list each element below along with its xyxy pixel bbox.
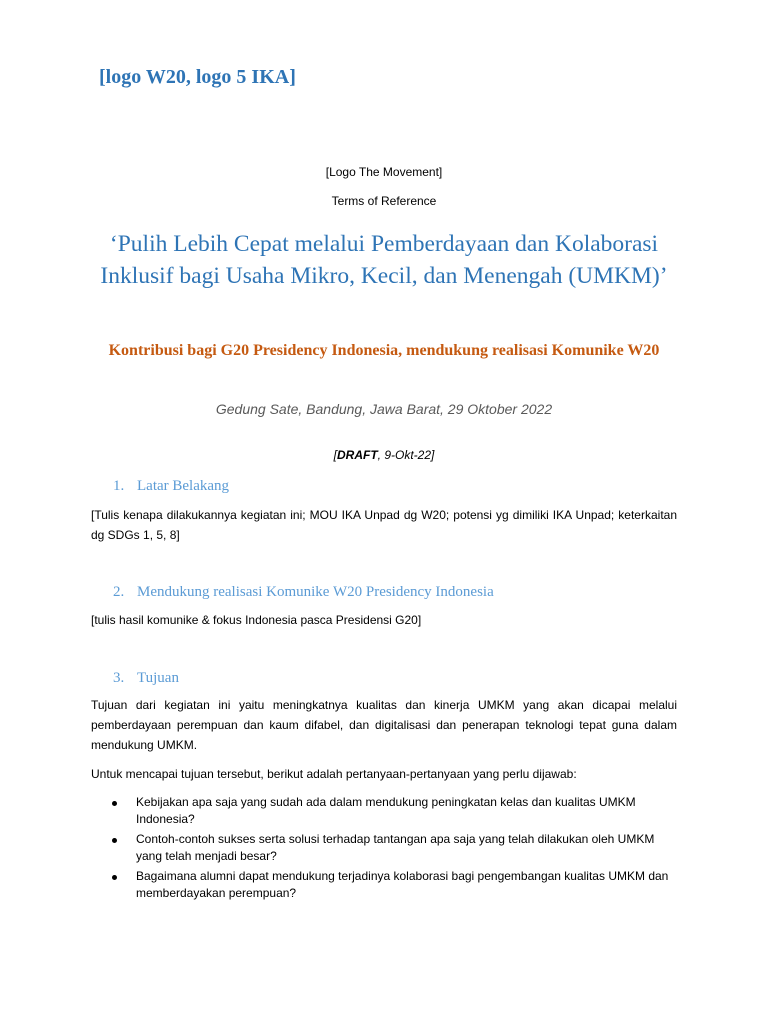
list-item <box>91 831 677 865</box>
event-location-date: Gedung Sate, Bandung, Jawa Barat, 29 Oktober 2022 <box>215 401 553 417</box>
document-title: ‘Pulih Lebih Cepat melalui Pemberdayaan dan Kolaborasi Inklusif bagi Usaha Mikro, Kecil, dan Menengah (UMKM)’ <box>100 231 668 289</box>
section-heading-1 <box>113 478 229 495</box>
questions-intro: Untuk mencapai tujuan tersebut, berikut adalah pertanyaan-pertanyaan yang perlu dijawab: <box>91 767 577 781</box>
question-text: Bagaimana alumni dapat mendukung terjadinya kolaborasi bagi pengembangan kualitas UMKM dan memberdayakan perempuan? <box>136 869 669 900</box>
logo-placeholder: [logo W20, logo 5 IKA] <box>99 66 296 88</box>
list-item <box>91 868 677 902</box>
logo-movement-placeholder: [Logo The Movement] <box>325 165 443 179</box>
section-title: Mendukung realisasi Komunike W20 Presidency Indonesia <box>137 584 494 600</box>
list-item <box>91 794 677 828</box>
section-body-3: Tujuan dari kegiatan ini yaitu meningkatnya kualitas dan kinerja UMKM yang akan dicapai melalui pemberdayaan perempuan dan kaum difabel, dan digitalisasi dan penerapan teknologi tepat guna dalam mendukung UMKM. <box>91 698 677 752</box>
document-type: Terms of Reference <box>331 194 437 208</box>
question-text: Contoh-contoh sukses serta solusi terhadap tantangan apa saja yang telah dilakukan oleh UMKM yang telah menjadi besar? <box>136 832 655 863</box>
questions-list <box>91 794 677 905</box>
section-number: 3. <box>113 670 125 686</box>
section-title: Latar Belakang <box>137 478 230 494</box>
section-number: 1. <box>113 478 125 494</box>
bullet-icon <box>112 875 117 880</box>
bullet-icon <box>112 838 117 843</box>
section-heading-2 <box>113 584 494 601</box>
section-title: Tujuan <box>137 670 179 686</box>
document-subtitle: Kontribusi bagi G20 Presidency Indonesia, mendukung realisasi Komunike W20 <box>108 342 660 359</box>
draft-label: DRAFT <box>336 448 378 462</box>
section-body-2: [tulis hasil komunike & fokus Indonesia pasca Presidensi G20] <box>91 613 422 627</box>
section-body-1: [Tulis kenapa dilakukannya kegiatan ini; MOU IKA Unpad dg W20; potensi yg dimiliki IKA Unpad; keterkaitan dg SDGs 1, 5, 8] <box>91 508 677 542</box>
draft-date: , 9-Okt-22] <box>377 448 435 462</box>
question-text: Kebijakan apa saja yang sudah ada dalam mendukung peningkatan kelas dan kualitas UMKM Indonesia? <box>136 795 636 826</box>
section-heading-3 <box>113 670 179 687</box>
draft-note: [DRAFT, 9-Okt-22] <box>333 448 435 462</box>
bullet-icon <box>112 801 117 806</box>
section-number: 2. <box>113 584 125 600</box>
